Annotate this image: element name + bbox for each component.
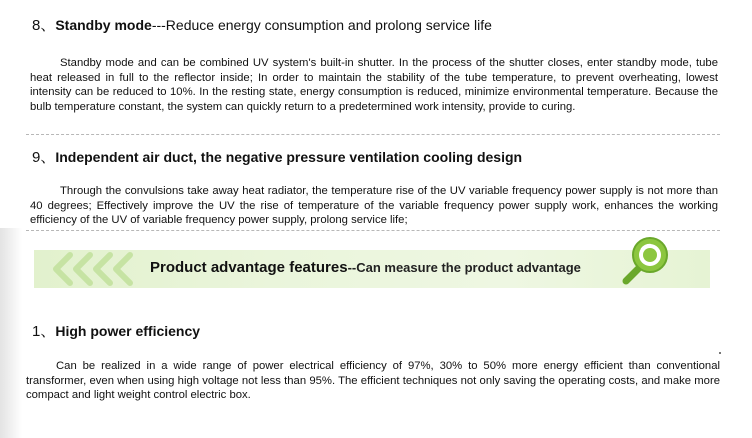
- section-air-duct-body: [30, 184, 718, 228]
- body-text: Through the convulsions take away heat radiator, the temperature rise of the UV variable frequency power supply is not more than 40 degrees; Effectively improve the UV the rise of temperature of the variable frequency power supply work, enhances the working efficiency of the UV of variable frequency power supply, prolong service life;: [30, 185, 718, 227]
- stray-mark: [719, 352, 721, 354]
- section-efficiency-heading: [32, 320, 200, 341]
- divider: [26, 230, 720, 231]
- chevron-left-icon: [96, 255, 110, 283]
- chevron-left-icon: [76, 255, 90, 283]
- chevron-arrows-decoration: [34, 250, 144, 288]
- left-edge-shade: [0, 228, 22, 438]
- chevron-left-icon: [116, 255, 130, 283]
- section-title: Independent air duct, the negative pressure ventilation cooling design: [55, 149, 523, 165]
- magnifier-icon: [620, 233, 676, 289]
- section-number: 8、: [32, 17, 56, 34]
- product-advantage-banner: [34, 250, 710, 288]
- section-standby-body: [30, 56, 718, 114]
- section-number: 9、: [32, 149, 56, 166]
- banner-title: [150, 259, 581, 276]
- section-subtitle: ---Reduce energy consumption and prolong service life: [151, 17, 492, 33]
- chevron-left-icon: [56, 255, 70, 283]
- divider: [26, 134, 720, 135]
- banner-title-text: Product advantage features: [150, 259, 348, 276]
- section-air-duct-heading: [32, 146, 522, 167]
- banner-subtitle: --Can measure the product advantage: [347, 260, 581, 275]
- section-number: 1、: [32, 323, 56, 340]
- section-title: Standby mode: [55, 17, 152, 33]
- section-standby-heading: [32, 14, 492, 35]
- body-text: Standby mode and can be combined UV system's built-in shutter. In the process of the shutter closes, enter standby mode, tube heat released in full to the reflector inside; In order to maintain the stability of the tube temperature, to prevent overheating, lowest intensity can be reduced to 10%. In the resting state, energy consumption is reduced, minimize environmental temperature. Because the bulb temperature constant, the system can quickly return to a predetermined work intensity, provide to curing.: [30, 57, 718, 113]
- body-text: Can be realized in a wide range of power electrical efficiency of 97%, 30% to 50% more energy efficient than conventional transformer, even when using high voltage not less than 95%. The efficient techniques not only saving the operating costs, and make more compact and light weight control electric box.: [26, 360, 720, 402]
- section-efficiency-body: [26, 359, 720, 403]
- section-title: High power efficiency: [55, 323, 201, 339]
